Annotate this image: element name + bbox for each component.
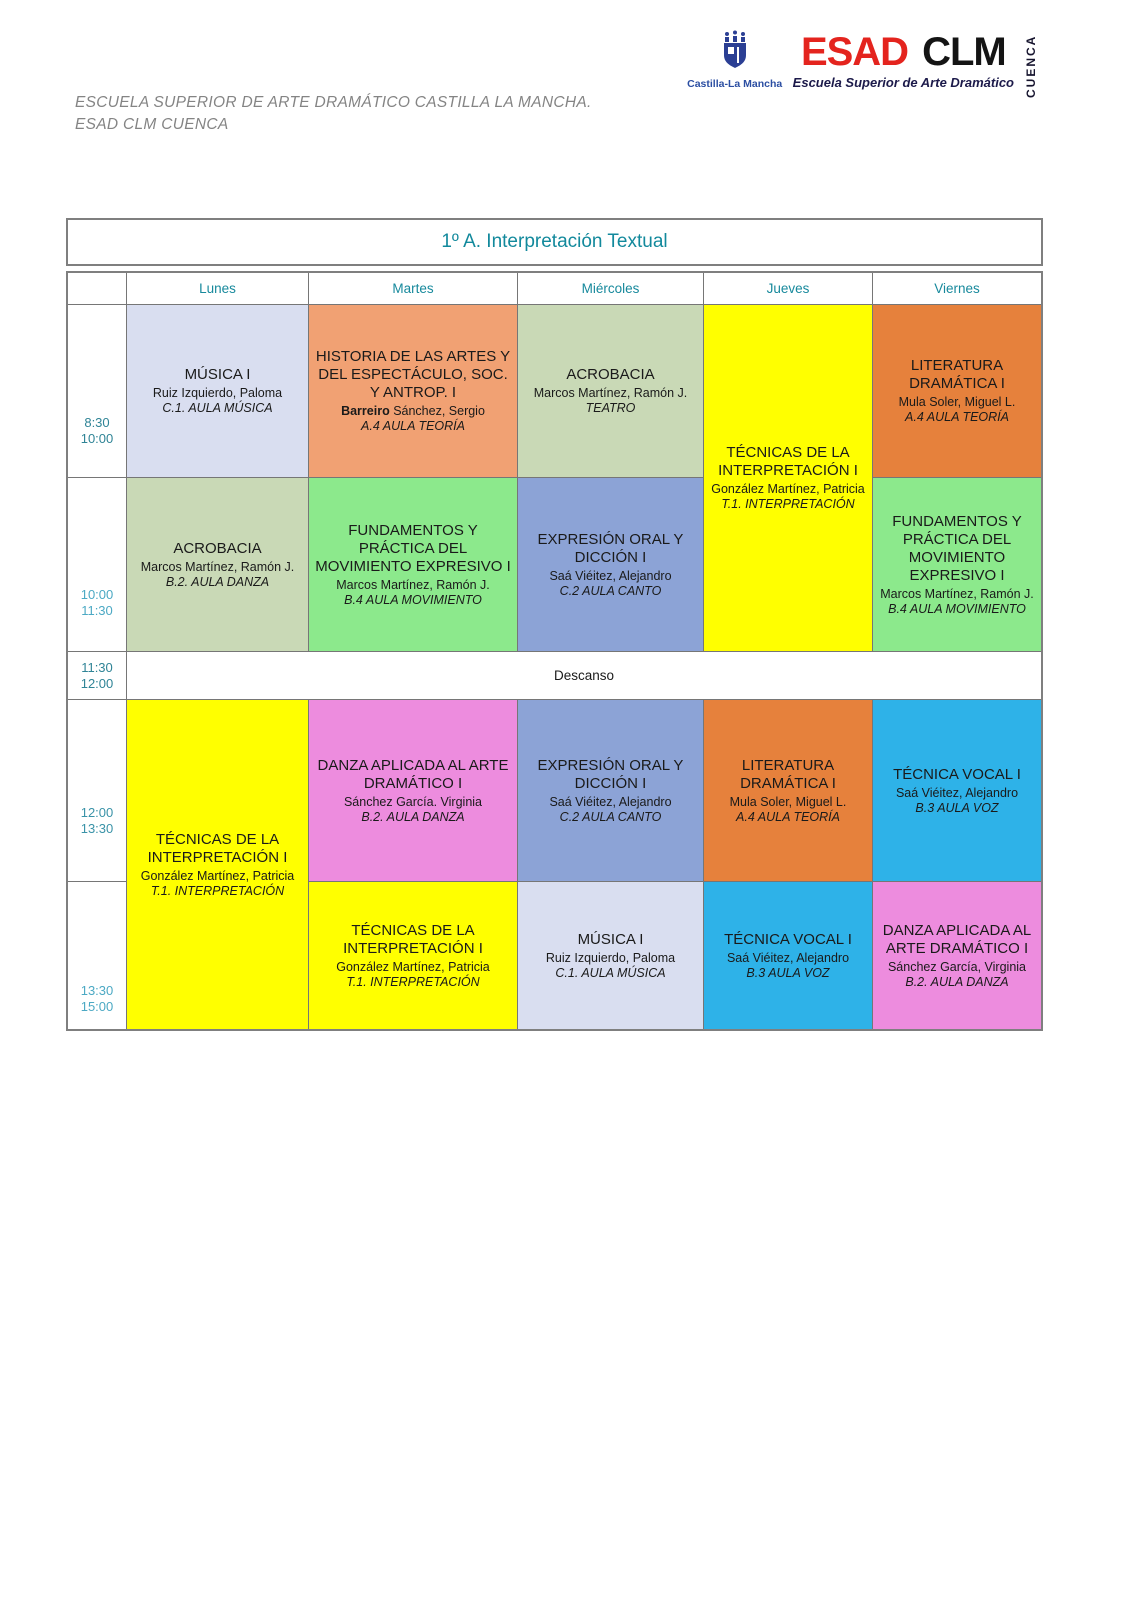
course-teacher: Saá Viéitez, Alejandro [549,794,672,809]
course-cell-jueves-tecnica-vocal-i [704,882,872,1029]
course-teacher: Sánchez García. Virginia [343,794,483,809]
castle-shield-icon [716,30,754,77]
course-teacher: Saá Viéitez, Alejandro [726,950,850,965]
course-cell-miercoles-expresion-oral-y-diccion-i [518,700,703,881]
course-room: C.2 AULA CANTO [559,809,662,824]
course-room: C.1. AULA MÚSICA [555,965,666,980]
course-teacher: Saá Viéitez, Alejandro [895,785,1019,800]
course-title: TÉCNICAS DE LA INTERPRETACIÓN I [718,444,858,479]
course-title: EXPRESIÓN ORAL Y DICCIÓN I [537,756,684,792]
day-header-miercoles: Miércoles [518,273,703,304]
logo-subtitle: Escuela Superior de Arte Dramático [792,75,1014,90]
logo-acronym [801,32,1006,72]
course-teacher: Marcos Martínez, Ramón J. [880,586,1034,601]
time-slot-3: 12:00 13:30 [68,700,126,881]
course-cell-martes-fundamentos-y-practica-del-movimiento-expresivo-i [309,478,517,651]
document-header-line1: ESCUELA SUPERIOR DE ARTE DRAMÁTICO CASTILLA LA MANCHA. [75,94,592,111]
course-teacher: Saá Viéitez, Alejandro [549,568,672,583]
course-title: LITERATURA DRAMÁTICA I [909,357,1005,392]
course-cell-martes-danza-aplicada-al-arte-dramatico-i [309,700,517,881]
course-title: DANZA APLICADA AL ARTE DRAMÁTICO I [882,921,1032,957]
course-room: T.1. INTERPRETACIÓN [150,883,285,898]
emblem-caption: Castilla-La Mancha [687,78,783,90]
course-cell-miercoles-expresion-oral-y-diccion-i [518,478,703,651]
logo-vertical-cuenca: CUENCA [1024,34,1038,98]
course-cell-martes-tecnicas-de-la-interpretacion-i [309,882,517,1029]
course-teacher: González Martínez, Patricia [336,959,490,974]
day-header-jueves: Jueves [704,273,872,304]
course-cell-viernes-danza-aplicada-al-arte-dramatico-i [873,882,1041,1029]
day-header-viernes: Viernes [873,273,1041,304]
course-title: EXPRESIÓN ORAL Y DICCIÓN I [537,530,684,566]
course-room: A.4 AULA TEORÍA [736,809,840,824]
timetable-corner-cell [68,273,126,304]
document-header [75,92,592,136]
course-room: B.2. AULA DANZA [905,974,1009,989]
course-room: T.1. INTERPRETACIÓN [346,974,480,989]
time-slot-1: 10:00 11:30 [68,478,126,651]
course-title: TÉCNICA VOCAL I [724,930,852,948]
course-title: FUNDAMENTOS Y PRÁCTICA DEL MOVIMIENTO EXPRESIVO I [892,512,1022,584]
esad-clm-logo [687,26,1038,102]
course-room: B.2. AULA DANZA [361,809,465,824]
course-cell-viernes-literatura-dramatica-i [873,305,1041,477]
course-room: T.1. INTERPRETACIÓN [721,497,855,511]
course-cell-lunes-tecnicas-de-la-interpretacion-i [127,700,308,1029]
course-title: MÚSICA I [577,930,644,948]
course-room: C.1. AULA MÚSICA [162,401,273,415]
course-room: A.4 AULA TEORÍA [905,410,1009,424]
time-slot-2: 11:30 12:00 [68,652,126,699]
timetable-grid [66,271,1043,1031]
course-teacher: Marcos Martínez, Ramón J. [336,577,490,592]
course-room: TEATRO [585,401,636,415]
day-header-martes: Martes [309,273,517,304]
course-room: B.3 AULA VOZ [746,965,830,980]
course-room: B.4 AULA MOVIMIENTO [888,601,1026,616]
timetable-title: 1º A. Interpretación Textual [66,218,1043,266]
logo-acronym-clm: CLM [922,30,1006,74]
course-title: MÚSICA I [184,366,251,383]
course-teacher: Barreiro Sánchez, Sergio [341,404,485,418]
course-teacher: Mula Soler, Miguel L. [898,395,1016,409]
course-teacher: González Martínez, Patricia [140,868,295,883]
day-header-lunes: Lunes [127,273,308,304]
course-teacher: Marcos Martínez, Ramón J. [140,559,295,574]
document-header-line2: ESAD CLM CUENCA [75,116,229,133]
course-room: B.4 AULA MOVIMIENTO [344,592,482,607]
course-title: FUNDAMENTOS Y PRÁCTICA DEL MOVIMIENTO EXPRESIVO I [315,521,511,575]
course-teacher: González Martínez, Patricia [711,482,865,496]
course-cell-jueves-literatura-dramatica-i [704,700,872,881]
course-cell-lunes-acrobacia [127,478,308,651]
course-teacher: Sánchez García, Virginia [887,959,1027,974]
course-cell-miercoles-acrobacia [518,305,703,477]
course-room: B.3 AULA VOZ [915,800,999,815]
course-teacher: Ruiz Izquierdo, Paloma [152,386,283,400]
course-teacher: Marcos Martínez, Ramón J. [533,386,688,400]
course-title: ACROBACIA [173,539,262,557]
course-title: TÉCNICAS DE LA INTERPRETACIÓN I [343,921,483,957]
course-teacher: Mula Soler, Miguel L. [729,794,847,809]
course-cell-viernes-fundamentos-y-practica-del-movimiento-expresivo-i [873,478,1041,651]
course-cell-viernes-tecnica-vocal-i [873,700,1041,881]
time-slot-4: 13:30 15:00 [68,882,126,1029]
course-cell-lunes-musica-i [127,305,308,477]
course-room: A.4 AULA TEORÍA [361,419,465,433]
course-room: C.2 AULA CANTO [559,583,662,598]
course-room: B.2. AULA DANZA [165,574,270,589]
course-title: HISTORIA DE LAS ARTES Y DEL ESPECTÁCULO, SOC. Y ANTROP. I [315,348,511,401]
logo-acronym-esad: ESAD [800,30,909,74]
course-cell-miercoles-musica-i [518,882,703,1029]
course-title: TÉCNICA VOCAL I [893,765,1021,783]
castilla-la-mancha-emblem [687,30,783,90]
course-cell-jueves-tecnicas-de-la-interpretacion-i [704,305,872,651]
time-slot-0: 8:30 10:00 [68,305,126,477]
course-cell-martes-historia-de-las-artes-y-del-espectaculo-soc-y-antrop-i [309,305,517,477]
course-title: ACROBACIA [566,366,655,383]
course-title: TÉCNICAS DE LA INTERPRETACIÓN I [147,830,288,866]
logo-text [793,32,1014,90]
course-title: LITERATURA DRAMÁTICA I [740,756,836,792]
course-teacher: Ruiz Izquierdo, Paloma [545,950,676,965]
break-cell: Descanso [127,652,1041,699]
course-title: DANZA APLICADA AL ARTE DRAMÁTICO I [317,756,509,792]
